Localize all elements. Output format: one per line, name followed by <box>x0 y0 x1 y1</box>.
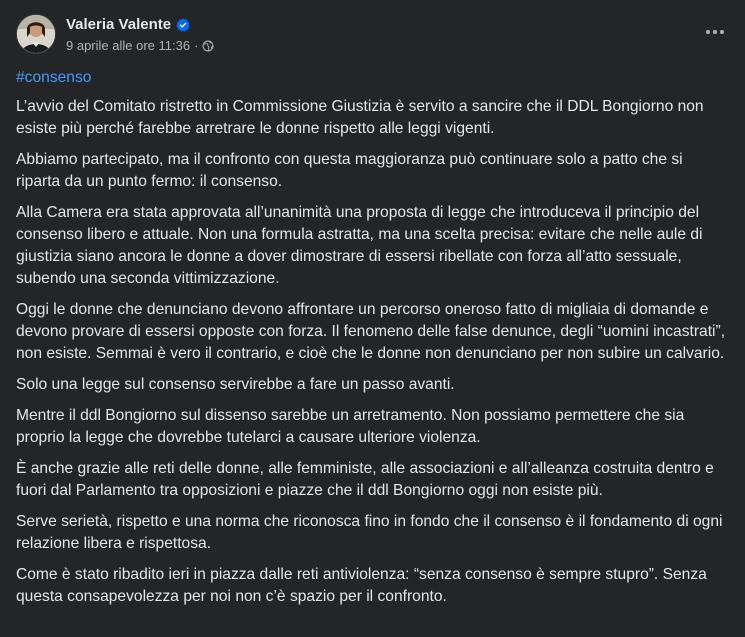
post-paragraph: Serve serietà, rispetto e una norma che riconosca fino in fondo che il consenso è il fondamento di ogni relazione libera e rispettosa. <box>16 513 723 552</box>
post-paragraph: Come è stato ribadito ieri in piazza dalle reti antiviolenza: “senza consenso è sempre stupro”. Senza questa consapevolezza per noi non c’è spazio per il confronto. <box>16 566 707 605</box>
post-paragraph: Solo una legge sul consenso servirebbe a fare un passo avanti. <box>16 376 455 393</box>
post-body <box>16 68 728 608</box>
meta-separator: · <box>194 38 199 53</box>
post-paragraph: Mentre il ddl Bongiorno sul dissenso sarebbe un arretramento. Non possiamo permettere che sia proprio la legge che dovrebbe tutelarci a causare ulteriore violenza. <box>16 407 685 446</box>
hashtag-link[interactable]: #consenso <box>16 69 92 86</box>
post-paragraph: Alla Camera era stata approvata all’unanimità una proposta di legge che introduceva il principio del consenso libero e attuale. Non una formula astratta, ma una scelta precisa: evitare che nelle aule di giustizia siano ancora le donne a dover dimostrare di essersi ribellate con forza all’atto sessuale, subendo una seconda vittimizzazione. <box>16 204 703 287</box>
author-line <box>66 15 214 35</box>
author-name[interactable]: Valeria Valente <box>66 16 172 33</box>
author-avatar[interactable] <box>16 14 56 54</box>
more-options-icon <box>705 29 725 35</box>
post-meta <box>66 15 214 54</box>
post-paragraph: È anche grazie alle reti delle donne, alle femministe, alle associazioni e all’alleanza costruita dentro e fuori dal Parlamento tra opposizioni e piazze che il ddl Bongiorno oggi non esiste più. <box>16 460 714 499</box>
post-paragraph: Oggi le donne che denunciano devono affrontare un percorso oneroso fatto di migliaia di domande e devono provare di essersi opposte con forza. Il fenomeno delle false denunce, degli “uomini incastrati”, non esiste. Semmai è vero il contrario, e cioè che le donne non denunciano per non subire un calvario. <box>16 301 726 362</box>
post-time-line <box>66 38 214 54</box>
post-header <box>16 12 729 56</box>
globe-icon[interactable] <box>202 40 214 52</box>
avatar-image <box>17 15 55 53</box>
verified-badge-icon <box>176 18 190 32</box>
post-paragraph: Abbiamo partecipato, ma il confronto con questa maggioranza può continuare solo a patto che si riparta da un punto fermo: il consenso. <box>16 151 683 190</box>
post-options-button[interactable] <box>697 14 733 50</box>
post-timestamp[interactable]: 9 aprile alle ore 11:36 <box>66 38 191 53</box>
post-paragraph: L’avvio del Comitato ristretto in Commissione Giustizia è servito a sancire che il DDL Bongiorno non esiste più perché farebbe arretrare le donne rispetto alle leggi vigenti. <box>16 98 704 137</box>
